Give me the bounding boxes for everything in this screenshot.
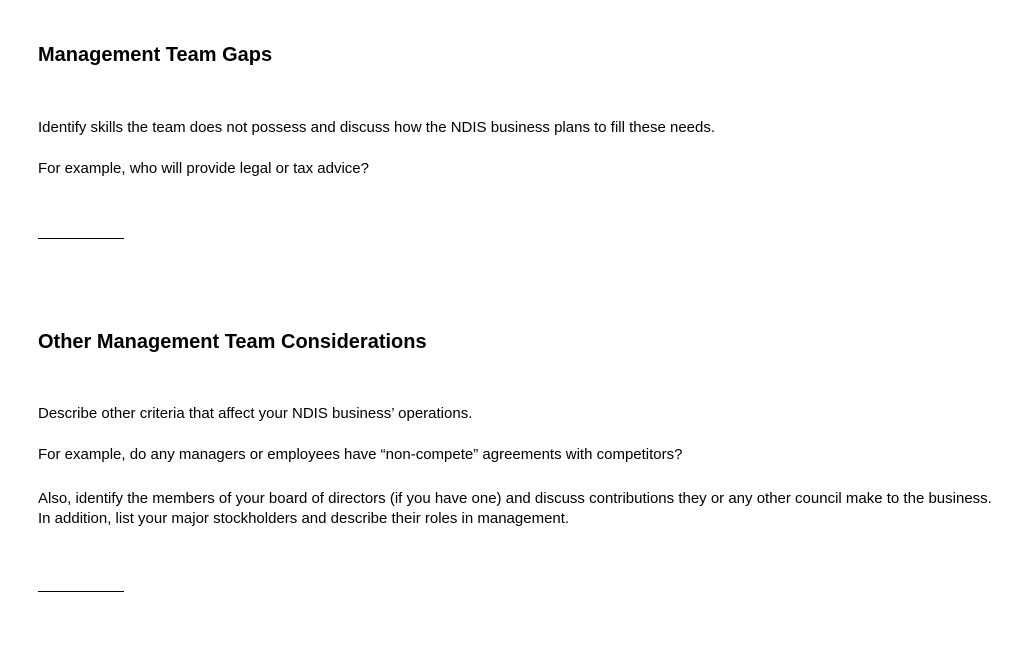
paragraph: Identify skills the team does not possess and discuss how the NDIS business plans to fill these needs.	[38, 119, 716, 136]
paragraph: Also, identify the members of your board of directors (if you have one) and discuss contributions they or any other council make to the business. In addition, list your major stockholders and describe their roles in management.	[38, 490, 992, 527]
paragraph: Describe other criteria that affect your NDIS business’ operations.	[38, 405, 473, 422]
paragraph: For example, who will provide legal or tax advice?	[38, 160, 369, 177]
fill-in-blank-line	[38, 238, 124, 239]
section-heading: Management Team Gaps	[38, 44, 273, 66]
paragraph: For example, do any managers or employees have “non-compete” agreements with competitors?	[38, 446, 683, 463]
fill-in-blank-line	[38, 591, 124, 592]
section-heading: Other Management Team Considerations	[38, 331, 427, 353]
